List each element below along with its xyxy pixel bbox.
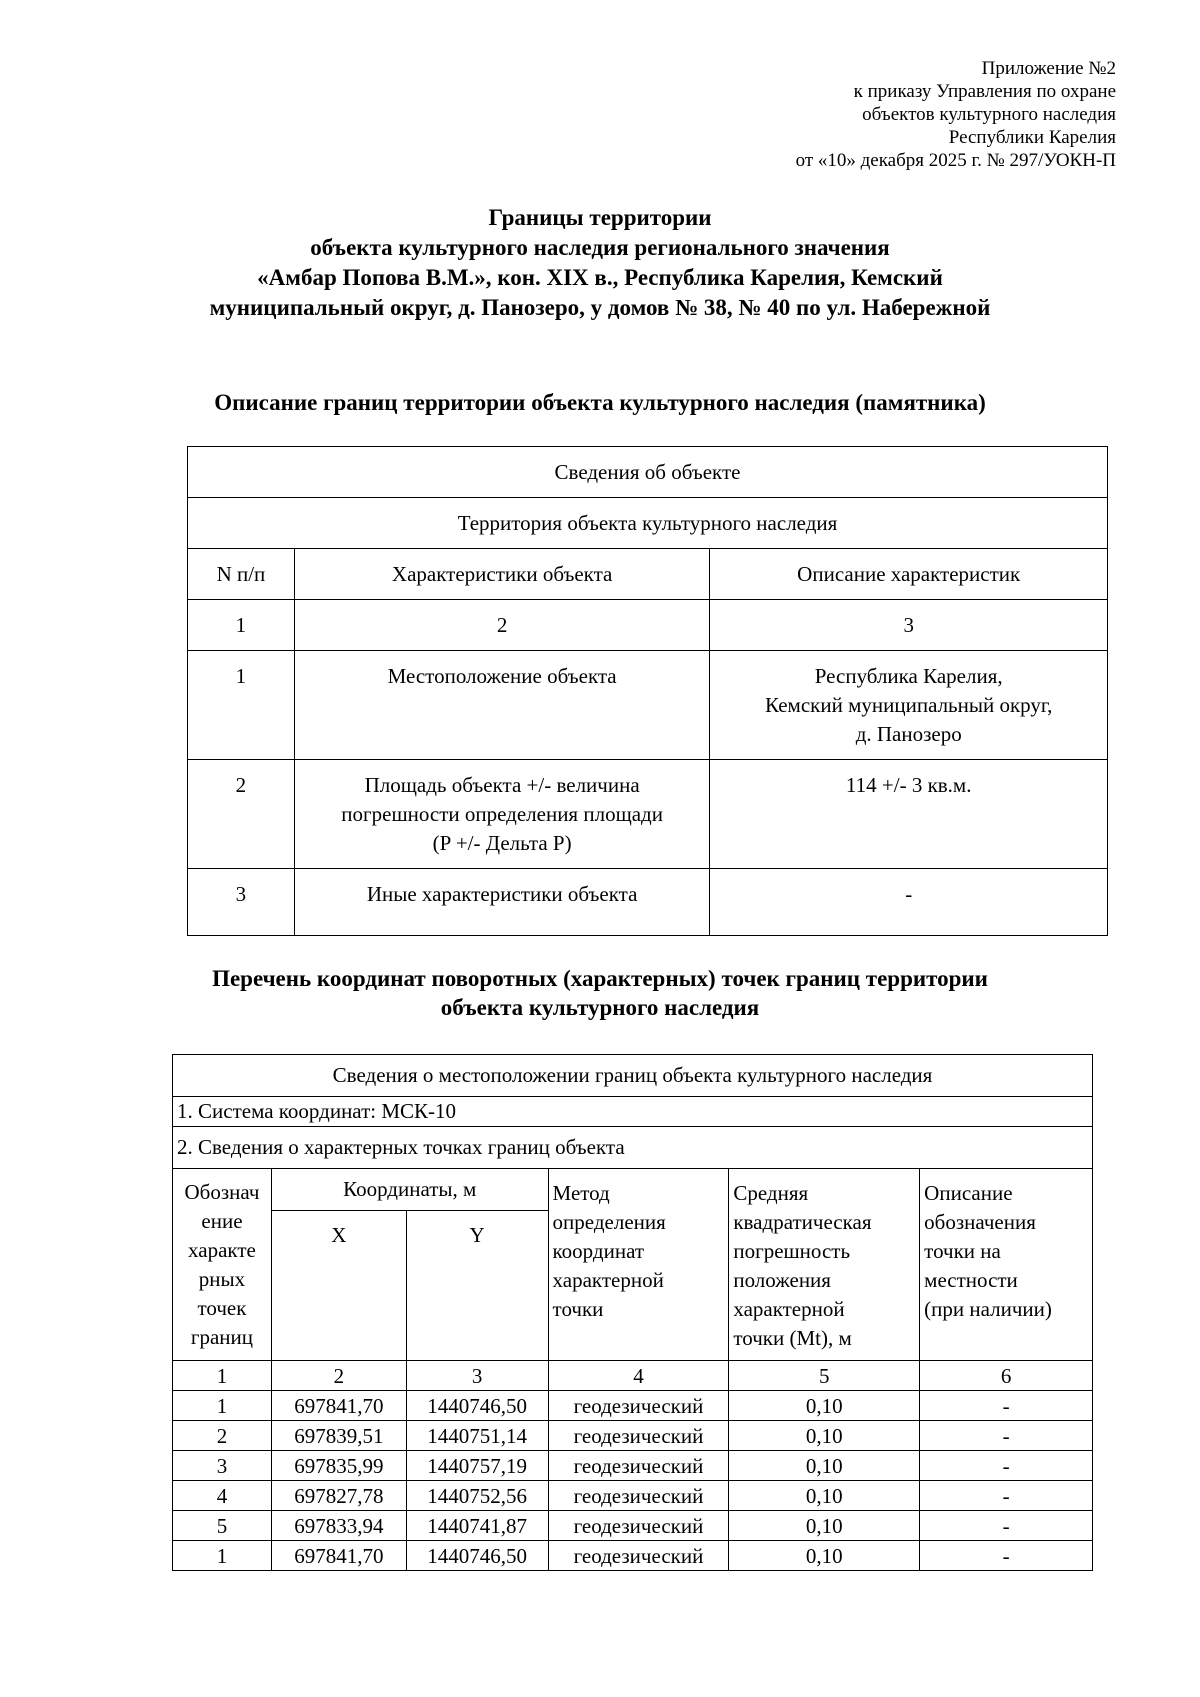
table-row — [173, 1421, 1093, 1451]
appendix-line: Приложение №2 — [981, 58, 1116, 79]
description-line: д. Панозеро — [855, 722, 962, 746]
column-number: 1 — [188, 600, 295, 651]
table-row — [188, 760, 1108, 869]
characteristic-name: Иные характеристики объекта — [294, 869, 710, 936]
title-line: Границы территории — [488, 205, 712, 230]
appendix-line: Республики Карелия — [948, 127, 1116, 148]
point-description: - — [920, 1451, 1093, 1481]
table-header-cell: Территория объекта культурного наследия — [188, 498, 1108, 549]
title-line: «Амбар Попова В.М.», кон. XIX в., Республика Карелия, Кемский — [257, 265, 943, 290]
appendix-line: к приказу Управления по охране — [853, 81, 1116, 102]
header-line: Метод — [552, 1181, 610, 1205]
header-line: характе — [188, 1237, 256, 1262]
mt-value: 0,10 — [729, 1541, 920, 1571]
x-header: X — [271, 1211, 406, 1361]
header-line: характерной — [552, 1268, 664, 1292]
point-designation-header — [173, 1169, 272, 1361]
table-row — [173, 1169, 1093, 1211]
x-coordinate: 697841,70 — [271, 1541, 406, 1571]
point-id: 2 — [173, 1421, 272, 1451]
coordinates-header: Координаты, м — [271, 1169, 548, 1211]
header-line: точки на — [924, 1239, 1001, 1263]
method: геодезический — [548, 1421, 729, 1451]
table-row — [173, 1097, 1093, 1127]
error-header — [729, 1169, 920, 1361]
x-coordinate: 697827,78 — [271, 1481, 406, 1511]
x-coordinate: 697839,51 — [271, 1421, 406, 1451]
mt-value: 0,10 — [729, 1451, 920, 1481]
point-description: - — [920, 1421, 1093, 1451]
column-header: N п/п — [188, 549, 295, 600]
appendix-block — [596, 57, 1116, 172]
point-description: - — [920, 1511, 1093, 1541]
mt-value: 0,10 — [729, 1481, 920, 1511]
column-number: 2 — [271, 1361, 406, 1391]
table-row — [173, 1361, 1093, 1391]
header-line: границ — [190, 1324, 254, 1349]
table-row — [188, 600, 1108, 651]
header-line: характерной — [733, 1297, 845, 1321]
description-line: Республика Карелия, — [814, 664, 1003, 688]
y-coordinate: 1440746,50 — [406, 1541, 548, 1571]
column-number: 3 — [406, 1361, 548, 1391]
method: геодезический — [548, 1481, 729, 1511]
mt-value: 0,10 — [729, 1391, 920, 1421]
header-line: точек — [197, 1295, 247, 1320]
y-header: Y — [406, 1211, 548, 1361]
y-coordinate: 1440751,14 — [406, 1421, 548, 1451]
x-coordinate: 697835,99 — [271, 1451, 406, 1481]
header-line: обозначения — [924, 1210, 1036, 1234]
header-line: Обознач — [184, 1179, 260, 1204]
table-row — [173, 1391, 1093, 1421]
table-row — [173, 1127, 1093, 1169]
column-header: Характеристики объекта — [294, 549, 710, 600]
row-number: 2 — [188, 760, 295, 869]
name-line: погрешности определения площади — [341, 802, 663, 826]
point-id: 5 — [173, 1511, 272, 1541]
appendix-line: объектов культурного наследия — [862, 104, 1116, 125]
header-line: определения — [552, 1210, 666, 1234]
point-description: - — [920, 1481, 1093, 1511]
y-coordinate: 1440757,19 — [406, 1451, 548, 1481]
table-row — [188, 549, 1108, 600]
point-id: 4 — [173, 1481, 272, 1511]
column-number: 2 — [294, 600, 710, 651]
header-line: (при наличии) — [924, 1297, 1052, 1321]
column-number: 4 — [548, 1361, 729, 1391]
point-description-header — [920, 1169, 1093, 1361]
method: геодезический — [548, 1391, 729, 1421]
method: геодезический — [548, 1541, 729, 1571]
name-line: (P +/- Дельта P) — [432, 831, 572, 855]
table-title-cell: Сведения о местоположении границ объекта культурного наследия — [173, 1055, 1093, 1097]
table-row — [173, 1055, 1093, 1097]
point-id: 1 — [173, 1391, 272, 1421]
table-row — [173, 1541, 1093, 1571]
title-line: объекта культурного наследия регионального значения — [310, 235, 890, 260]
x-coordinate: 697841,70 — [271, 1391, 406, 1421]
method: геодезический — [548, 1451, 729, 1481]
column-number: 1 — [173, 1361, 272, 1391]
characteristic-description: - — [710, 869, 1108, 936]
characteristic-description — [710, 651, 1108, 760]
document-title — [60, 203, 1140, 323]
header-line: ение — [201, 1208, 243, 1233]
title-line: муниципальный округ, д. Панозеро, у домов № 38, № 40 по ул. Набережной — [209, 295, 991, 320]
coordinate-system-cell: 1. Система координат: МСК-10 — [173, 1097, 1093, 1127]
column-number: 6 — [920, 1361, 1093, 1391]
header-line: точки — [552, 1297, 604, 1321]
method: геодезический — [548, 1511, 729, 1541]
section2-heading-line: объекта культурного наследия — [440, 995, 760, 1020]
table-row — [188, 447, 1108, 498]
name-line: Площадь объекта +/- величина — [364, 773, 640, 797]
header-line: положения — [733, 1268, 831, 1292]
appendix-line: от «10» декабря 2025 г. № 297/УОКН-П — [795, 150, 1116, 171]
characteristic-name — [294, 760, 710, 869]
coordinates-table — [172, 1054, 1093, 1571]
table-row — [173, 1511, 1093, 1541]
table-row — [173, 1481, 1093, 1511]
table-row — [188, 498, 1108, 549]
section2-heading — [60, 964, 1140, 1022]
x-coordinate: 697833,94 — [271, 1511, 406, 1541]
header-line: квадратическая — [733, 1210, 872, 1234]
header-line: рных — [198, 1266, 246, 1291]
column-header: Описание характеристик — [710, 549, 1108, 600]
point-description: - — [920, 1391, 1093, 1421]
point-id: 1 — [173, 1541, 272, 1571]
table-header-cell: Сведения об объекте — [188, 447, 1108, 498]
y-coordinate: 1440746,50 — [406, 1391, 548, 1421]
row-number: 1 — [188, 651, 295, 760]
header-line: точки (Mt), м — [733, 1326, 852, 1350]
column-number: 5 — [729, 1361, 920, 1391]
section1-heading-text: Описание границ территории объекта культурного наследия (памятника) — [214, 390, 986, 415]
header-line: координат — [552, 1239, 645, 1263]
point-description: - — [920, 1541, 1093, 1571]
section2-heading-line: Перечень координат поворотных (характерных) точек границ территории — [212, 966, 988, 991]
column-number: 3 — [710, 600, 1108, 651]
object-info-table — [187, 446, 1108, 936]
table-row — [173, 1451, 1093, 1481]
header-line: погрешность — [733, 1239, 851, 1263]
header-line: Описание — [924, 1181, 1013, 1205]
table-row — [188, 651, 1108, 760]
characteristic-name: Местоположение объекта — [294, 651, 710, 760]
description-line: Кемский муниципальный округ, — [765, 693, 1053, 717]
table-row — [188, 869, 1108, 936]
y-coordinate: 1440741,87 — [406, 1511, 548, 1541]
header-line: Средняя — [733, 1181, 809, 1205]
point-id: 3 — [173, 1451, 272, 1481]
characteristic-description: 114 +/- 3 кв.м. — [710, 760, 1108, 869]
mt-value: 0,10 — [729, 1421, 920, 1451]
header-line: местности — [924, 1268, 1018, 1292]
section1-heading — [60, 388, 1140, 417]
points-info-cell: 2. Сведения о характерных точках границ объекта — [173, 1127, 1093, 1169]
row-number: 3 — [188, 869, 295, 936]
mt-value: 0,10 — [729, 1511, 920, 1541]
method-header — [548, 1169, 729, 1361]
y-coordinate: 1440752,56 — [406, 1481, 548, 1511]
